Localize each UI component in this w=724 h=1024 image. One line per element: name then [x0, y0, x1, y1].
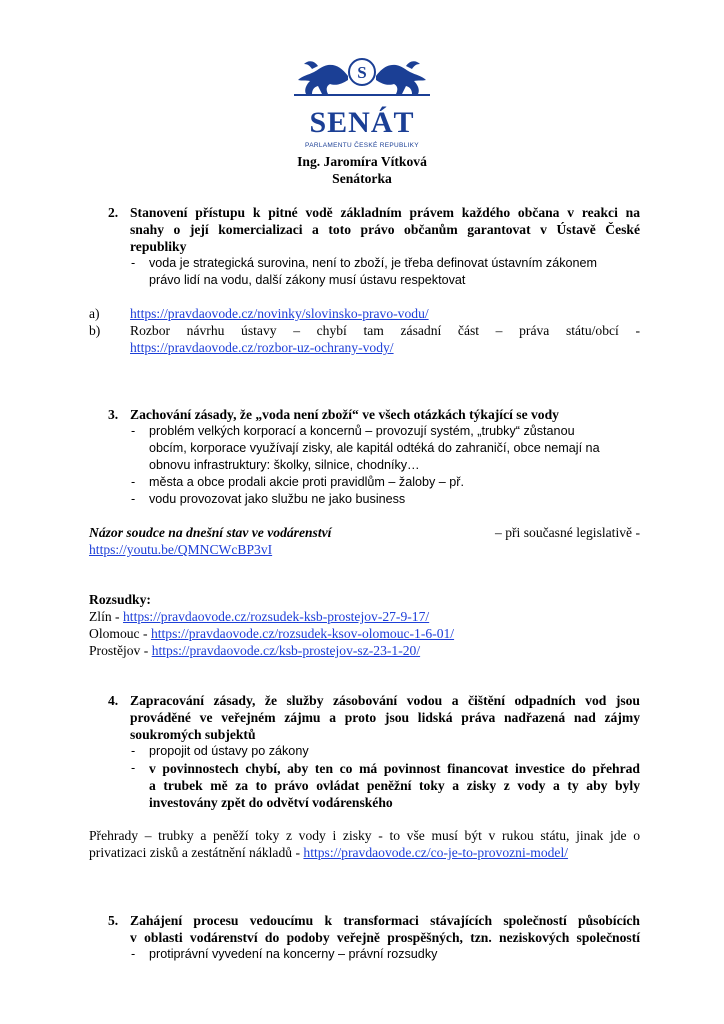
logo-title: SENÁT: [309, 106, 415, 139]
item4-heading-line1: Zapracování zásady, že služby zásobování vodou a čištění odpadních vod jsou: [130, 693, 640, 708]
item3-bullet1-line2: obcím, korporace využívají zisky, ale kapitál odtéká do zahraničí, obce nemají na: [149, 441, 600, 455]
item5-bullet1-dash: -: [131, 947, 136, 961]
item2-heading-line3: republiky: [130, 239, 187, 254]
ruling-row-olomouc: [89, 625, 454, 642]
item4-number: 4.: [108, 693, 119, 708]
item2-heading-line2: snahy o její komercializaci a toto právo občanům garantovat v Ústavě České: [130, 222, 640, 237]
item4-bullet1: propojit od ústavy po zákony: [149, 744, 309, 758]
item2-bullet1-line1: voda je strategická surovina, není to zboží, je třeba definovat ústavním zákonem: [149, 256, 598, 270]
svg-text:S: S: [357, 63, 367, 82]
item2-number: 2.: [108, 205, 119, 220]
item3-bullet1-line1: problém velkých korporací a koncernů – provozují systém, „trubky“ zůstanou: [149, 424, 575, 438]
author-name: Ing. Jaromíra Vítková: [297, 154, 427, 169]
item3-bullet3-dash: -: [131, 492, 136, 506]
note-text: privatizaci zisků a zestátnění nákladů -: [89, 845, 300, 860]
item4-heading-line2: prováděné ve veřejném zájmu a proto jsou lidská práva nadřazená nad zájmy: [130, 710, 640, 725]
lions-emblem-icon: [292, 50, 432, 106]
item3-bullet2: města a obce prodali akcie proti pravidlům – žaloby – př.: [149, 475, 465, 489]
item2-a-label: a): [89, 306, 100, 321]
note-line1: Přehrady – trubky a peněží toky z vody i zisky - to vše musí být v rukou státu, jinak jde o: [89, 828, 640, 843]
item4-heading-line3: soukromých subjektů: [130, 727, 256, 742]
item2-bullet-dash: -: [131, 256, 136, 270]
opinion-bold: Názor soudce na dnešní stav ve vodárenství: [89, 525, 332, 540]
item3-bullet3: vodu provozovat jako službu ne jako business: [149, 492, 406, 506]
item2-a-link[interactable]: https://pravdaovode.cz/novinky/slovinsko-pravo-vodu/: [130, 306, 429, 321]
opinion-line: [89, 524, 640, 541]
item5-heading-line2: v oblasti vodárenství do podoby veřejně prospěšných, tzn. neziskových společností: [130, 930, 640, 945]
ruling-city: Zlín -: [89, 609, 120, 624]
item2-b-link[interactable]: https://pravdaovode.cz/rozbor-uz-ochrany-vody/: [130, 340, 394, 355]
item3-bullet1-line3: obnovu infrastruktury: školky, silnice, chodníky…: [149, 458, 420, 472]
senat-logo: [292, 50, 432, 149]
item3-bullet1-dash: -: [131, 424, 136, 438]
ruling-link[interactable]: https://pravdaovode.cz/ksb-prostejov-sz-23-1-20/: [151, 643, 421, 658]
item3-heading: Zachování zásady, že „voda není zboží“ ve všech otázkách týkající se vody: [130, 407, 559, 422]
item4-bullet2-line2: a trubek mě za to právo ovládat peněžní toky a zisky z vody a ty aby byly: [149, 778, 640, 793]
item3-number: 3.: [108, 407, 119, 422]
item2-b-text: Rozbor návrhu ústavy – chybí tam zásadní část – práva státu/obcí -: [130, 323, 640, 338]
ruling-city: Olomouc -: [89, 626, 148, 641]
item5-heading-line1: Zahájení procesu vedoucímu k transformaci stávajících společností působících: [130, 913, 640, 928]
item4-bullet2-dash: -: [131, 761, 136, 775]
opinion-link[interactable]: https://youtu.be/QMNCWcBP3vI: [89, 542, 273, 557]
item3-bullet2-dash: -: [131, 475, 136, 489]
ruling-city: Prostějov -: [89, 643, 149, 658]
rulings-heading: Rozsudky:: [89, 592, 151, 607]
item4-bullet1-dash: -: [131, 744, 136, 758]
item5-bullet1: protiprávní vyvedení na koncerny – právní rozsudky: [149, 947, 438, 961]
item4-bullet2-line3: investovány zpět do odvětví vodárenského: [149, 795, 393, 810]
item5-number: 5.: [108, 913, 119, 928]
ruling-row-prostejov: [89, 642, 420, 659]
note-line2: [89, 844, 568, 861]
author-role: Senátorka: [332, 171, 392, 186]
ruling-link[interactable]: https://pravdaovode.cz/rozsudek-ksb-prostejov-27-9-17/: [123, 609, 430, 624]
item2-b-label: b): [89, 323, 101, 338]
ruling-link[interactable]: https://pravdaovode.cz/rozsudek-ksov-olomouc-1-6-01/: [150, 626, 455, 641]
opinion-rest: – při současné legislativě -: [495, 525, 640, 540]
ruling-row-zlin: [89, 608, 429, 625]
item4-bullet2-line1: v povinnostech chybí, aby ten co má povinnost financovat investice do přehrad: [149, 761, 640, 776]
item2-heading-line1: Stanovení přístupu k pitné vodě základním právem každého občana v reakci na: [130, 205, 640, 220]
item2-bullet1-line2: právo lidí na vodu, další zákony musí ústavu respektovat: [149, 273, 466, 287]
logo-subtitle: PARLAMENTU ČESKÉ REPUBLIKY: [305, 142, 419, 149]
note-link[interactable]: https://pravdaovode.cz/co-je-to-provozni-model/: [303, 845, 569, 860]
